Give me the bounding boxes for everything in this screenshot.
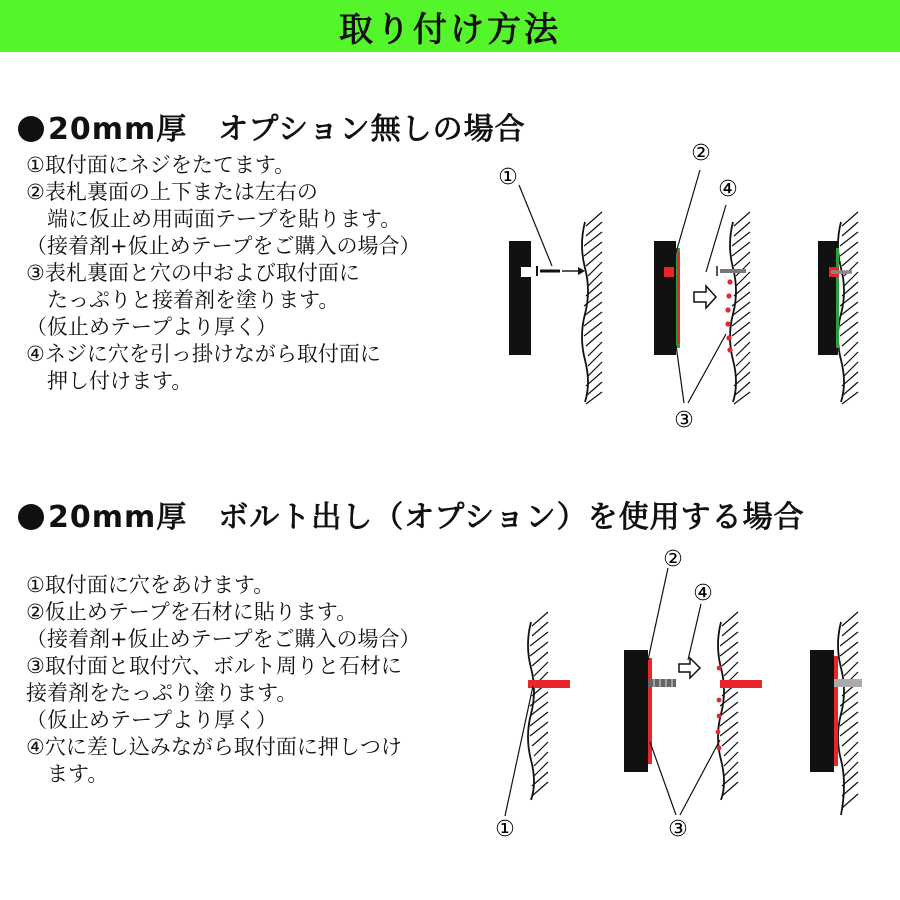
- wall-surface: [838, 212, 858, 404]
- section1-title: 20mm厚 オプション無しの場合: [48, 112, 526, 147]
- section2-step: ①取付面に穴をあけます。: [26, 573, 275, 597]
- section1-step: 押し付けます。: [26, 369, 193, 393]
- section1-step: ④ネジに穴を引っ掛けながら取付面に: [26, 342, 381, 366]
- section2-step: ③取付面と取付穴、ボルト周りと石材に: [26, 654, 402, 678]
- screw-icon: [717, 266, 746, 276]
- page-title: 取り付け方法: [339, 9, 561, 50]
- section1-step: ①取付面にネジをたてます。: [26, 153, 296, 177]
- wall-surface: [838, 612, 858, 815]
- section1-step: たっぷりと接着剤を塗ります。: [26, 288, 340, 312]
- wall-surface: [716, 612, 762, 800]
- section2-title: 20mm厚 ボルト出し（オプション）を使用する場合: [48, 500, 805, 535]
- label-1: ①: [498, 165, 518, 190]
- label-4: ④: [718, 177, 738, 202]
- nameplate: [624, 650, 676, 772]
- nameplate: [654, 241, 680, 355]
- section1-step: ②表札裏面の上下または左右の: [26, 180, 318, 204]
- nameplate: [509, 241, 531, 355]
- arrow-icon: [694, 286, 716, 308]
- wall-surface: [725, 212, 750, 404]
- section2-step: ④穴に差し込みながら取付面に押しつけ: [26, 735, 402, 759]
- label-3: ③: [674, 408, 694, 433]
- label-1: ①: [495, 817, 515, 842]
- label-2: ②: [663, 547, 683, 572]
- nameplate: [810, 650, 862, 772]
- section2-step: （接着剤+仮止めテープをご購入の場合）: [26, 627, 421, 651]
- screw-icon: [537, 266, 585, 276]
- section2-step: （仮止めテープより厚く）: [26, 708, 277, 732]
- section1-step: （仮止めテープより厚く）: [26, 315, 277, 339]
- section2-step: ②仮止めテープを石材に貼ります。: [26, 600, 358, 624]
- section2-step: 接着剤をたっぷり塗ります。: [26, 681, 298, 705]
- section1-step: （接着剤+仮止めテープをご購入の場合）: [26, 234, 421, 258]
- wall-surface: [528, 612, 570, 800]
- section1-step: 端に仮止め用両面テープを貼ります。: [26, 207, 402, 231]
- arrow-icon: [679, 658, 700, 678]
- section2-step: ます。: [26, 762, 109, 786]
- label-3: ③: [668, 817, 688, 842]
- section2-diagram: [0, 470, 900, 900]
- section1-step: ③表札裏面と穴の中および取付面に: [26, 261, 360, 285]
- wall-surface: [582, 212, 602, 404]
- nameplate: [818, 241, 852, 355]
- label-2: ②: [691, 141, 711, 166]
- label-4: ④: [693, 581, 713, 606]
